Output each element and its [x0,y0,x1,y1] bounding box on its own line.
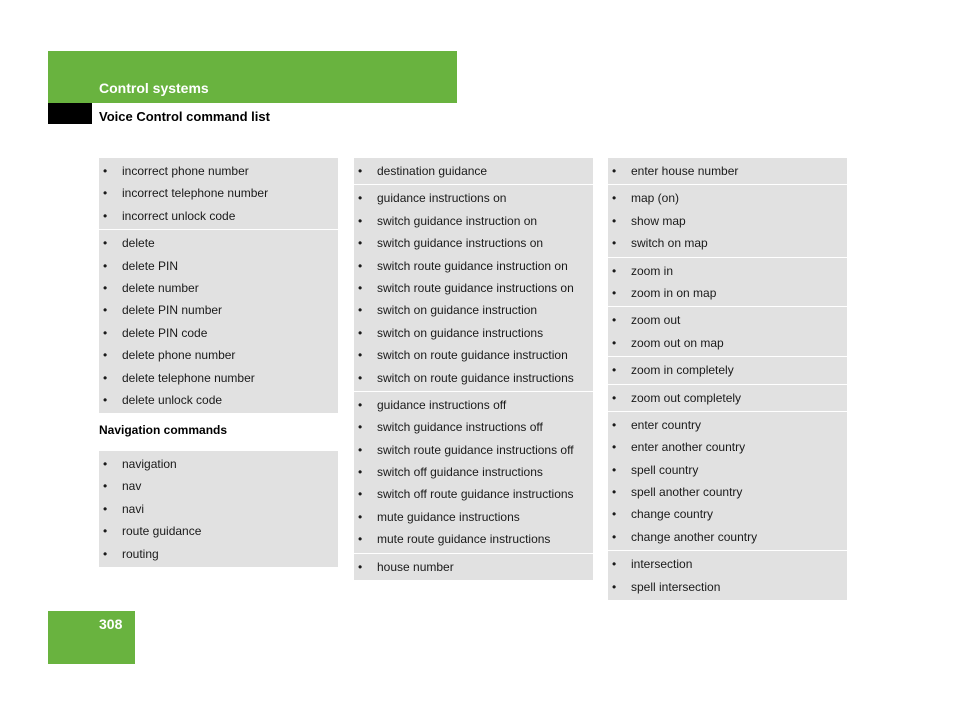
command-text: switch on guidance instructions [377,325,544,340]
command-item [608,309,847,331]
command-column-1-navigation [99,451,338,567]
bullet-icon: • [612,440,617,455]
command-text: switch route guidance instruction on [377,258,568,273]
command-group [99,229,338,413]
command-item [608,481,847,503]
command-text: nav [122,479,142,494]
command-text: guidance instructions off [377,397,507,412]
bullet-icon: • [358,191,363,206]
command-item [354,187,593,209]
command-item [354,394,593,416]
command-item [608,260,847,282]
command-text: zoom in completely [631,363,734,378]
command-item [354,461,593,483]
bullet-icon: • [358,559,363,574]
command-group [608,356,847,383]
bullet-icon: • [358,164,363,178]
command-text: delete [122,236,155,251]
command-text: spell another country [631,485,743,500]
command-item [99,205,338,227]
bullet-icon: • [612,363,617,378]
command-text: change country [631,507,714,522]
command-text: switch guidance instructions on [377,236,544,251]
command-item [608,503,847,525]
command-text: show map [631,213,686,228]
command-item [99,344,338,366]
page-number: 308 [99,616,123,632]
command-group [99,451,338,567]
command-item [354,367,593,389]
command-item [608,459,847,481]
bullet-icon: • [103,546,108,561]
command-group [608,257,847,307]
command-item [608,387,847,409]
command-item [99,475,338,497]
bullet-icon: • [358,370,363,385]
bullet-icon: • [103,325,108,340]
command-column-1 [99,158,338,413]
command-text: intersection [631,557,693,572]
bullet-icon: • [612,236,617,251]
bullet-icon: • [103,457,108,471]
command-text: switch off route guidance instructions [377,487,574,502]
command-text: zoom in on map [631,285,717,300]
command-item [99,182,338,204]
command-text: route guidance [122,524,202,539]
command-text: incorrect phone number [122,164,249,178]
command-text: delete PIN code [122,325,208,340]
command-item [99,520,338,542]
bullet-icon: • [612,507,617,522]
command-item [608,359,847,381]
command-group [354,184,593,391]
command-text: navigation [122,457,177,471]
command-item [608,232,847,254]
command-text: spell country [631,462,699,477]
command-text: navi [122,501,145,516]
command-text: switch on route guidance instructions [377,370,574,385]
command-text: destination guidance [377,164,488,178]
bullet-icon: • [103,236,108,251]
command-item [99,160,338,182]
bullet-icon: • [358,487,363,502]
command-text: switch on guidance instruction [377,303,538,318]
command-item [608,210,847,232]
command-item [608,414,847,436]
command-item [99,389,338,411]
command-text: change another country [631,529,758,544]
command-text: delete unlock code [122,392,223,407]
bullet-icon: • [103,164,108,178]
bullet-icon: • [103,370,108,385]
command-item [608,332,847,354]
command-item [99,543,338,565]
command-item [354,210,593,232]
bullet-icon: • [103,479,108,494]
bullet-icon: • [358,236,363,251]
command-text: switch route guidance instructions off [377,442,574,457]
command-group [354,391,593,553]
bullet-icon: • [358,348,363,363]
bullet-icon: • [103,524,108,539]
command-item [99,453,338,475]
bullet-icon: • [103,208,108,223]
command-text: map (on) [631,191,680,206]
command-item [99,277,338,299]
command-text: switch on route guidance instruction [377,348,568,363]
bullet-icon: • [612,529,617,544]
command-item [608,576,847,598]
command-text: mute guidance instructions [377,509,520,524]
command-text: house number [377,559,454,574]
command-item [354,416,593,438]
command-text: delete PIN number [122,303,223,318]
bullet-icon: • [612,390,617,405]
command-item [354,160,593,182]
command-text: delete telephone number [122,370,255,385]
command-group [608,306,847,356]
command-text: routing [122,546,159,561]
command-item [99,299,338,321]
bullet-icon: • [358,397,363,412]
command-text: switch on map [631,236,708,251]
bullet-icon: • [358,280,363,295]
command-item [354,322,593,344]
command-group [608,550,847,600]
command-text: zoom out [631,313,681,328]
command-item [354,528,593,550]
command-column-3 [608,158,847,600]
command-item [99,367,338,389]
bullet-icon: • [612,213,617,228]
bullet-icon: • [103,348,108,363]
command-item [608,526,847,548]
command-text: switch route guidance instructions on [377,280,574,295]
page-subtitle: Voice Control command list [99,109,270,124]
command-text: incorrect unlock code [122,208,236,223]
bullet-icon: • [612,285,617,300]
command-item [354,232,593,254]
bullet-icon: • [103,303,108,318]
command-item [99,322,338,344]
bullet-icon: • [612,335,617,350]
command-text: enter country [631,417,702,432]
command-item [608,282,847,304]
command-item [608,553,847,575]
command-text: delete PIN [122,258,179,273]
command-item [608,187,847,209]
bullet-icon: • [612,191,617,206]
command-group [354,553,593,580]
section-marker [48,103,92,124]
bullet-icon: • [103,501,108,516]
command-text: zoom out on map [631,335,724,350]
bullet-icon: • [103,280,108,295]
command-text: delete phone number [122,348,236,363]
command-group [354,158,593,184]
command-text: switch guidance instruction on [377,213,538,228]
command-item [354,506,593,528]
section-title: Control systems [99,80,209,96]
command-item [354,439,593,461]
bullet-icon: • [103,186,108,201]
bullet-icon: • [358,465,363,480]
bullet-icon: • [612,164,617,178]
command-text: incorrect telephone number [122,186,269,201]
command-text: zoom in [631,263,674,278]
command-text: delete number [122,280,199,295]
bullet-icon: • [612,313,617,328]
command-group [608,411,847,550]
bullet-icon: • [358,532,363,547]
command-item [354,483,593,505]
bullet-icon: • [358,303,363,318]
command-item [354,556,593,578]
command-text: switch guidance instructions off [377,420,543,435]
command-item [354,255,593,277]
bullet-icon: • [358,442,363,457]
bullet-icon: • [612,263,617,278]
command-item [608,160,847,182]
bullet-icon: • [358,213,363,228]
navigation-commands-heading: Navigation commands [99,423,228,437]
command-text: spell intersection [631,579,721,594]
command-text: zoom out completely [631,390,742,405]
command-item [99,232,338,254]
command-text: enter another country [631,440,746,455]
command-item [354,299,593,321]
command-item [354,344,593,366]
command-item [99,498,338,520]
command-group [99,158,338,229]
bullet-icon: • [612,557,617,572]
command-text: switch off guidance instructions [377,465,543,480]
command-item [354,277,593,299]
command-text: enter house number [631,164,739,178]
bullet-icon: • [103,392,108,407]
command-group [608,184,847,256]
command-group [608,384,847,411]
bullet-icon: • [358,420,363,435]
bullet-icon: • [612,417,617,432]
command-item [99,255,338,277]
command-text: mute route guidance instructions [377,532,551,547]
bullet-icon: • [103,258,108,273]
bullet-icon: • [612,579,617,594]
bullet-icon: • [612,485,617,500]
command-column-2 [354,158,593,580]
command-item [608,436,847,458]
bullet-icon: • [358,325,363,340]
bullet-icon: • [612,462,617,477]
bullet-icon: • [358,258,363,273]
command-group [608,158,847,184]
command-text: guidance instructions on [377,191,507,206]
bullet-icon: • [358,509,363,524]
